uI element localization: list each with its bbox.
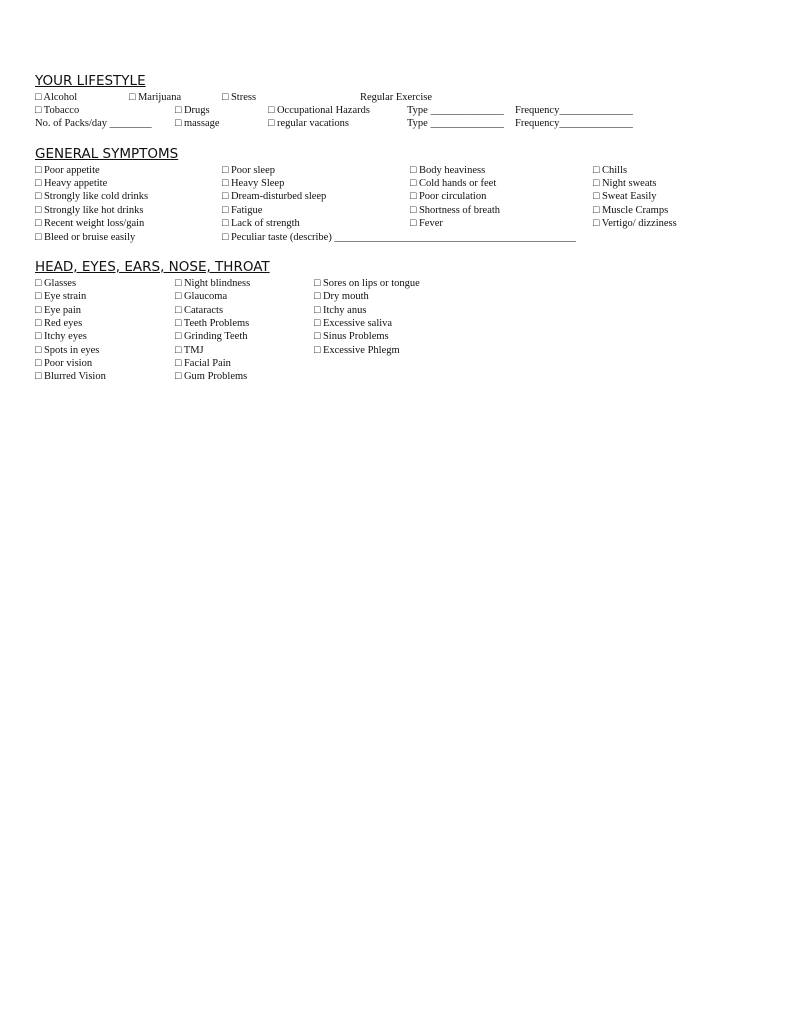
checkbox-lack-of-strength[interactable]: □ Lack of strength (222, 218, 300, 229)
checkbox-grinding-teeth[interactable]: □ Grinding Teeth (175, 331, 248, 342)
checkbox-stress[interactable]: □ Stress (222, 92, 257, 103)
checkbox-vertigo[interactable]: □ Vertigo/ dizziness (593, 218, 677, 229)
checkbox-tmj[interactable]: □ TMJ (175, 345, 204, 356)
checkbox-tobacco[interactable]: □ Tobacco (35, 105, 80, 116)
checkbox-dry-mouth[interactable]: □ Dry mouth (314, 291, 369, 302)
checkbox-poor-circulation[interactable]: □ Poor circulation (410, 191, 487, 202)
checkbox-heavy-sleep[interactable]: □ Heavy Sleep (222, 178, 285, 189)
checkbox-excessive-phlegm[interactable]: □ Excessive Phlegm (314, 345, 400, 356)
field-exercise-type-2[interactable]: Type ______________ (407, 118, 504, 129)
checkbox-cold-hands-feet[interactable]: □ Cold hands or feet (410, 178, 497, 189)
checkbox-teeth-problems[interactable]: □ Teeth Problems (175, 318, 250, 329)
checkbox-night-sweats[interactable]: □ Night sweats (593, 178, 657, 189)
checkbox-muscle-cramps[interactable]: □ Muscle Cramps (593, 205, 669, 216)
section-heading-heent: HEAD, EYES, EARS, NOSE, THROAT (35, 259, 270, 275)
checkbox-like-cold-drinks[interactable]: □ Strongly like cold drinks (35, 191, 149, 202)
checkbox-blurred-vision[interactable]: □ Blurred Vision (35, 371, 106, 382)
checkbox-poor-appetite[interactable]: □ Poor appetite (35, 165, 100, 176)
checkbox-excessive-saliva[interactable]: □ Excessive saliva (314, 318, 393, 329)
checkbox-gum-problems[interactable]: □ Gum Problems (175, 371, 248, 382)
checkbox-facial-pain[interactable]: □ Facial Pain (175, 358, 231, 369)
checkbox-like-hot-drinks[interactable]: □ Strongly like hot drinks (35, 205, 144, 216)
checkbox-shortness-of-breath[interactable]: □ Shortness of breath (410, 205, 501, 216)
checkbox-itchy-anus-heent[interactable]: □ Itchy anus (314, 305, 367, 316)
checkbox-peculiar-taste[interactable]: □ Peculiar taste (describe) ______________________________________________ (222, 232, 576, 243)
checkbox-fatigue[interactable]: □ Fatigue (222, 205, 263, 216)
checkbox-drugs[interactable]: □ Drugs (175, 105, 210, 116)
label-regular-exercise: Regular Exercise (360, 92, 433, 103)
checkbox-body-heaviness[interactable]: □ Body heaviness (410, 165, 486, 176)
field-exercise-frequency-1[interactable]: Frequency______________ (515, 105, 633, 116)
checkbox-night-blindness[interactable]: □ Night blindness (175, 278, 251, 289)
section-heading-general-symptoms: GENERAL SYMPTOMS (35, 146, 179, 162)
checkbox-fever[interactable]: □ Fever (410, 218, 443, 229)
checkbox-glaucoma[interactable]: □ Glaucoma (175, 291, 228, 302)
checkbox-heavy-appetite[interactable]: □ Heavy appetite (35, 178, 108, 189)
checkbox-alcohol[interactable]: □ Alcohol (35, 92, 78, 103)
field-exercise-type-1[interactable]: Type ______________ (407, 105, 504, 116)
checkbox-dream-disturbed-sleep[interactable]: □ Dream-disturbed sleep (222, 191, 327, 202)
checkbox-itchy-eyes[interactable]: □ Itchy eyes (35, 331, 87, 342)
checkbox-red-eyes[interactable]: □ Red eyes (35, 318, 83, 329)
checkbox-massage[interactable]: □ massage (175, 118, 220, 129)
checkbox-eye-pain[interactable]: □ Eye pain (35, 305, 81, 316)
checkbox-occupational-hazards[interactable]: □ Occupational Hazards (268, 105, 370, 116)
section-heading-lifestyle: YOUR LIFESTYLE (35, 73, 146, 89)
checkbox-weight-change[interactable]: □ Recent weight loss/gain (35, 218, 145, 229)
field-exercise-frequency-2[interactable]: Frequency______________ (515, 118, 633, 129)
checkbox-chills[interactable]: □ Chills (593, 165, 628, 176)
checkbox-marijuana[interactable]: □ Marijuana (129, 92, 182, 103)
checkbox-poor-sleep[interactable]: □ Poor sleep (222, 165, 276, 176)
checkbox-bleed-bruise[interactable]: □ Bleed or bruise easily (35, 232, 136, 243)
checkbox-eye-strain[interactable]: □ Eye strain (35, 291, 87, 302)
checkbox-cataracts[interactable]: □ Cataracts (175, 305, 224, 316)
checkbox-sores-lips-tongue[interactable]: □ Sores on lips or tongue (314, 278, 420, 289)
field-packs-per-day[interactable]: No. of Packs/day ________ (35, 118, 152, 129)
checkbox-sinus-problems[interactable]: □ Sinus Problems (314, 331, 389, 342)
checkbox-spots-in-eyes[interactable]: □ Spots in eyes (35, 345, 100, 356)
checkbox-poor-vision[interactable]: □ Poor vision (35, 358, 93, 369)
checkbox-glasses[interactable]: □ Glasses (35, 278, 77, 289)
checkbox-regular-vacations[interactable]: □ regular vacations (268, 118, 349, 129)
checkbox-sweat-easily[interactable]: □ Sweat Easily (593, 191, 657, 202)
